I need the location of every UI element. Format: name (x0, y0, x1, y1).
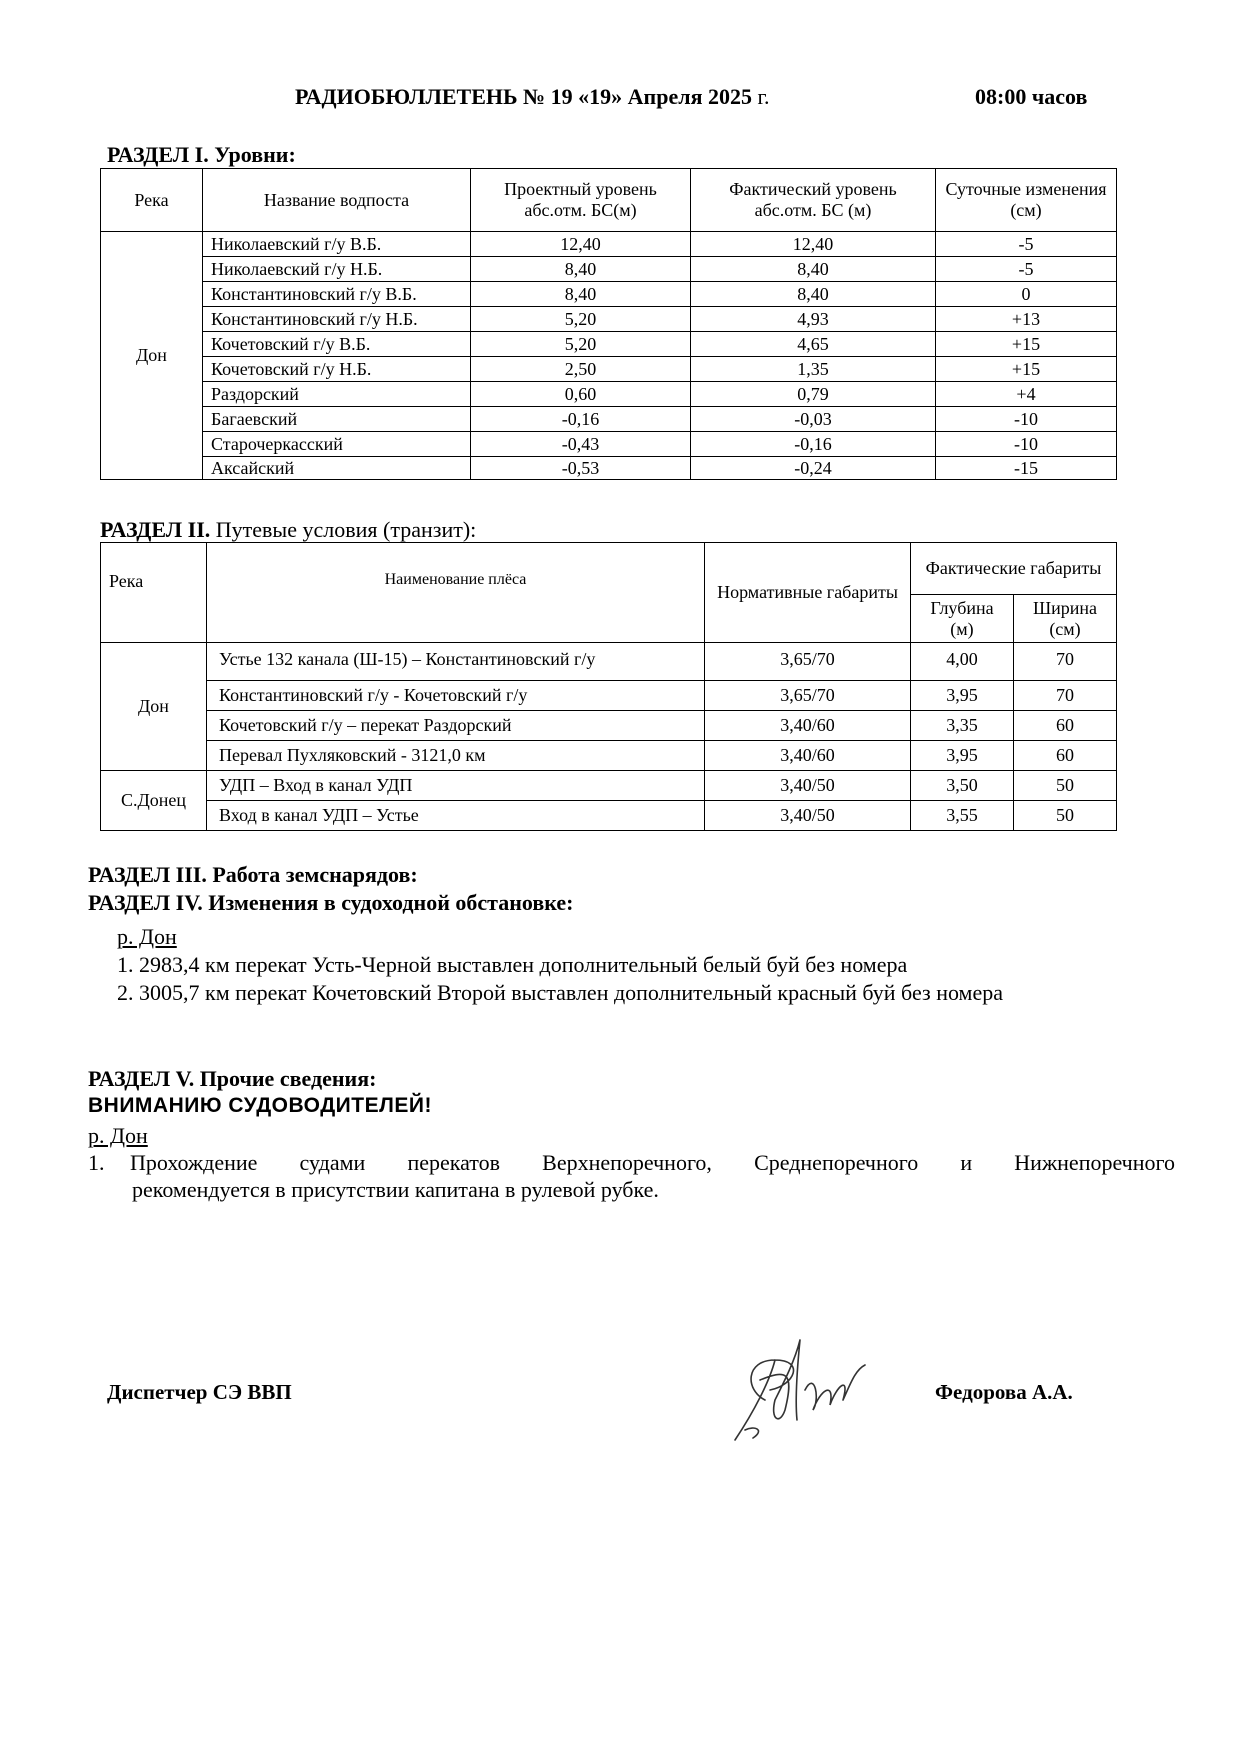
norm-dims-cell: 3,65/70 (705, 681, 911, 711)
daily-change-cell: -5 (936, 232, 1117, 257)
actual-level-cell: 12,40 (691, 232, 936, 257)
width-cell: 60 (1014, 741, 1117, 771)
section3-heading: РАЗДЕЛ III. Работа земснарядов: (88, 862, 418, 887)
col-project: Проектный уровень абс.отм. БС(м) (471, 169, 691, 232)
col-reach-name: Наименование плёса (207, 543, 705, 643)
section5-river: р. Дон (88, 1123, 148, 1148)
reach-name-cell: Константиновский г/у - Кочетовский г/у (207, 681, 705, 711)
levels-row (101, 232, 1117, 257)
post-name-cell: Николаевский г/у Н.Б. (203, 257, 471, 282)
bulletin-title (295, 84, 770, 110)
bulletin-time: 08:00 часов (975, 84, 1088, 109)
post-name-cell: Старочеркасский (203, 432, 471, 457)
levels-row (101, 457, 1117, 480)
levels-row (101, 407, 1117, 432)
reach-name-cell: Устье 132 канала (Ш-15) – Константиновский г/у (207, 643, 705, 681)
actual-level-cell: 4,65 (691, 332, 936, 357)
depth-cell: 3,35 (911, 711, 1014, 741)
post-name-cell: Константиновский г/у В.Б. (203, 282, 471, 307)
col-actual: Фактический уровень абс.отм. БС (м) (691, 169, 936, 232)
daily-change-cell: +4 (936, 382, 1117, 407)
actual-level-cell: 0,79 (691, 382, 936, 407)
signature-name: Федорова А.А. (935, 1380, 1073, 1404)
actual-level-cell: 8,40 (691, 282, 936, 307)
norm-dims-cell: 3,65/70 (705, 643, 911, 681)
depth-cell: 3,55 (911, 801, 1014, 831)
daily-change-cell: 0 (936, 282, 1117, 307)
section5-heading: РАЗДЕЛ V. Прочие сведения: (88, 1066, 377, 1091)
norm-dims-cell: 3,40/50 (705, 801, 911, 831)
levels-row (101, 332, 1117, 357)
depth-cell: 3,95 (911, 681, 1014, 711)
route-row (101, 741, 1117, 771)
section2-heading-rest: Путевые условия (транзит): (210, 517, 477, 542)
project-level-cell: -0,16 (471, 407, 691, 432)
post-name-cell: Аксайский (203, 457, 471, 480)
project-level-cell: 0,60 (471, 382, 691, 407)
levels-row (101, 307, 1117, 332)
section4-heading: РАЗДЕЛ IV. Изменения в судоходной обстановке: (88, 890, 574, 915)
section1-heading: РАЗДЕЛ I. Уровни: (107, 142, 296, 167)
reach-name-cell: Вход в канал УДП – Устье (207, 801, 705, 831)
daily-change-cell: -5 (936, 257, 1117, 282)
col-depth: Глубина (м) (911, 595, 1014, 643)
route-table (100, 542, 1117, 831)
route-row (101, 771, 1117, 801)
title-text: РАДИОБЮЛЛЕТЕНЬ № 19 «19» Апреля 2025 (295, 84, 752, 109)
route-row (101, 643, 1117, 681)
levels-row (101, 257, 1117, 282)
width-cell: 50 (1014, 801, 1117, 831)
width-cell: 70 (1014, 681, 1117, 711)
depth-cell: 3,50 (911, 771, 1014, 801)
project-level-cell: 5,20 (471, 307, 691, 332)
reach-name-cell: УДП – Вход в канал УДП (207, 771, 705, 801)
section5-item-line1: Прохождение судами перекатов Верхнепоречного, Среднепоречного и Нижнепоречного (130, 1150, 1175, 1175)
width-cell: 50 (1014, 771, 1117, 801)
attention-heading: ВНИМАНИЮ СУДОВОДИТЕЛЕЙ! (88, 1094, 432, 1117)
col-width: Ширина (см) (1014, 595, 1117, 643)
post-name-cell: Константиновский г/у Н.Б. (203, 307, 471, 332)
route-row (101, 681, 1117, 711)
handwritten-signature (725, 1330, 875, 1450)
norm-dims-cell: 3,40/50 (705, 771, 911, 801)
route-header-row-1 (101, 543, 1117, 595)
section4-item-2: 2. 3005,7 км перекат Кочетовский Второй выставлен дополнительный красный буй без номера (117, 980, 1003, 1005)
river-cell: Дон (101, 643, 207, 771)
section2-heading-bold: РАЗДЕЛ II. (100, 517, 211, 542)
section5-item-line2: рекомендуется в присутствии капитана в рулевой рубке. (132, 1177, 659, 1202)
col-actual-dims: Фактические габариты (911, 543, 1117, 595)
col-change: Суточные изменения (см) (936, 169, 1117, 232)
daily-change-cell: +13 (936, 307, 1117, 332)
width-cell: 70 (1014, 643, 1117, 681)
section4-item-1: 1. 2983,4 км перекат Усть-Черной выставлен дополнительный белый буй без номера (117, 952, 908, 977)
daily-change-cell: -10 (936, 432, 1117, 457)
actual-level-cell: 4,93 (691, 307, 936, 332)
levels-row (101, 282, 1117, 307)
levels-header-row (101, 169, 1117, 232)
project-level-cell: 8,40 (471, 257, 691, 282)
signature-role: Диспетчер СЭ ВВП (107, 1380, 292, 1404)
route-row (101, 801, 1117, 831)
post-name-cell: Кочетовский г/у В.Б. (203, 332, 471, 357)
daily-change-cell: +15 (936, 357, 1117, 382)
daily-change-cell: -15 (936, 457, 1117, 480)
section2-heading (100, 517, 476, 543)
levels-row (101, 357, 1117, 382)
river-cell: С.Донец (101, 771, 207, 831)
actual-level-cell: -0,16 (691, 432, 936, 457)
actual-level-cell: 1,35 (691, 357, 936, 382)
norm-dims-cell: 3,40/60 (705, 741, 911, 771)
project-level-cell: 8,40 (471, 282, 691, 307)
project-level-cell: 12,40 (471, 232, 691, 257)
post-name-cell: Кочетовский г/у Н.Б. (203, 357, 471, 382)
reach-name-cell: Кочетовский г/у – перекат Раздорский (207, 711, 705, 741)
project-level-cell: -0,43 (471, 432, 691, 457)
actual-level-cell: 8,40 (691, 257, 936, 282)
depth-cell: 4,00 (911, 643, 1014, 681)
project-level-cell: -0,53 (471, 457, 691, 480)
section5-item-number: 1. (88, 1150, 105, 1175)
actual-level-cell: -0,03 (691, 407, 936, 432)
col-post: Название водпоста (203, 169, 471, 232)
project-level-cell: 2,50 (471, 357, 691, 382)
post-name-cell: Багаевский (203, 407, 471, 432)
levels-row (101, 432, 1117, 457)
section4-river: р. Дон (117, 924, 177, 949)
width-cell: 60 (1014, 711, 1117, 741)
post-name-cell: Раздорский (203, 382, 471, 407)
post-name-cell: Николаевский г/у В.Б. (203, 232, 471, 257)
col-river: Река (101, 543, 207, 643)
levels-table (100, 168, 1117, 480)
reach-name-cell: Перевал Пухляковский - 3121,0 км (207, 741, 705, 771)
col-norm: Нормативные габариты (705, 543, 911, 643)
route-row (101, 711, 1117, 741)
daily-change-cell: -10 (936, 407, 1117, 432)
river-cell: Дон (101, 232, 203, 480)
project-level-cell: 5,20 (471, 332, 691, 357)
title-suffix: г. (751, 84, 770, 109)
col-river: Река (101, 169, 203, 232)
daily-change-cell: +15 (936, 332, 1117, 357)
norm-dims-cell: 3,40/60 (705, 711, 911, 741)
levels-row (101, 382, 1117, 407)
actual-level-cell: -0,24 (691, 457, 936, 480)
depth-cell: 3,95 (911, 741, 1014, 771)
